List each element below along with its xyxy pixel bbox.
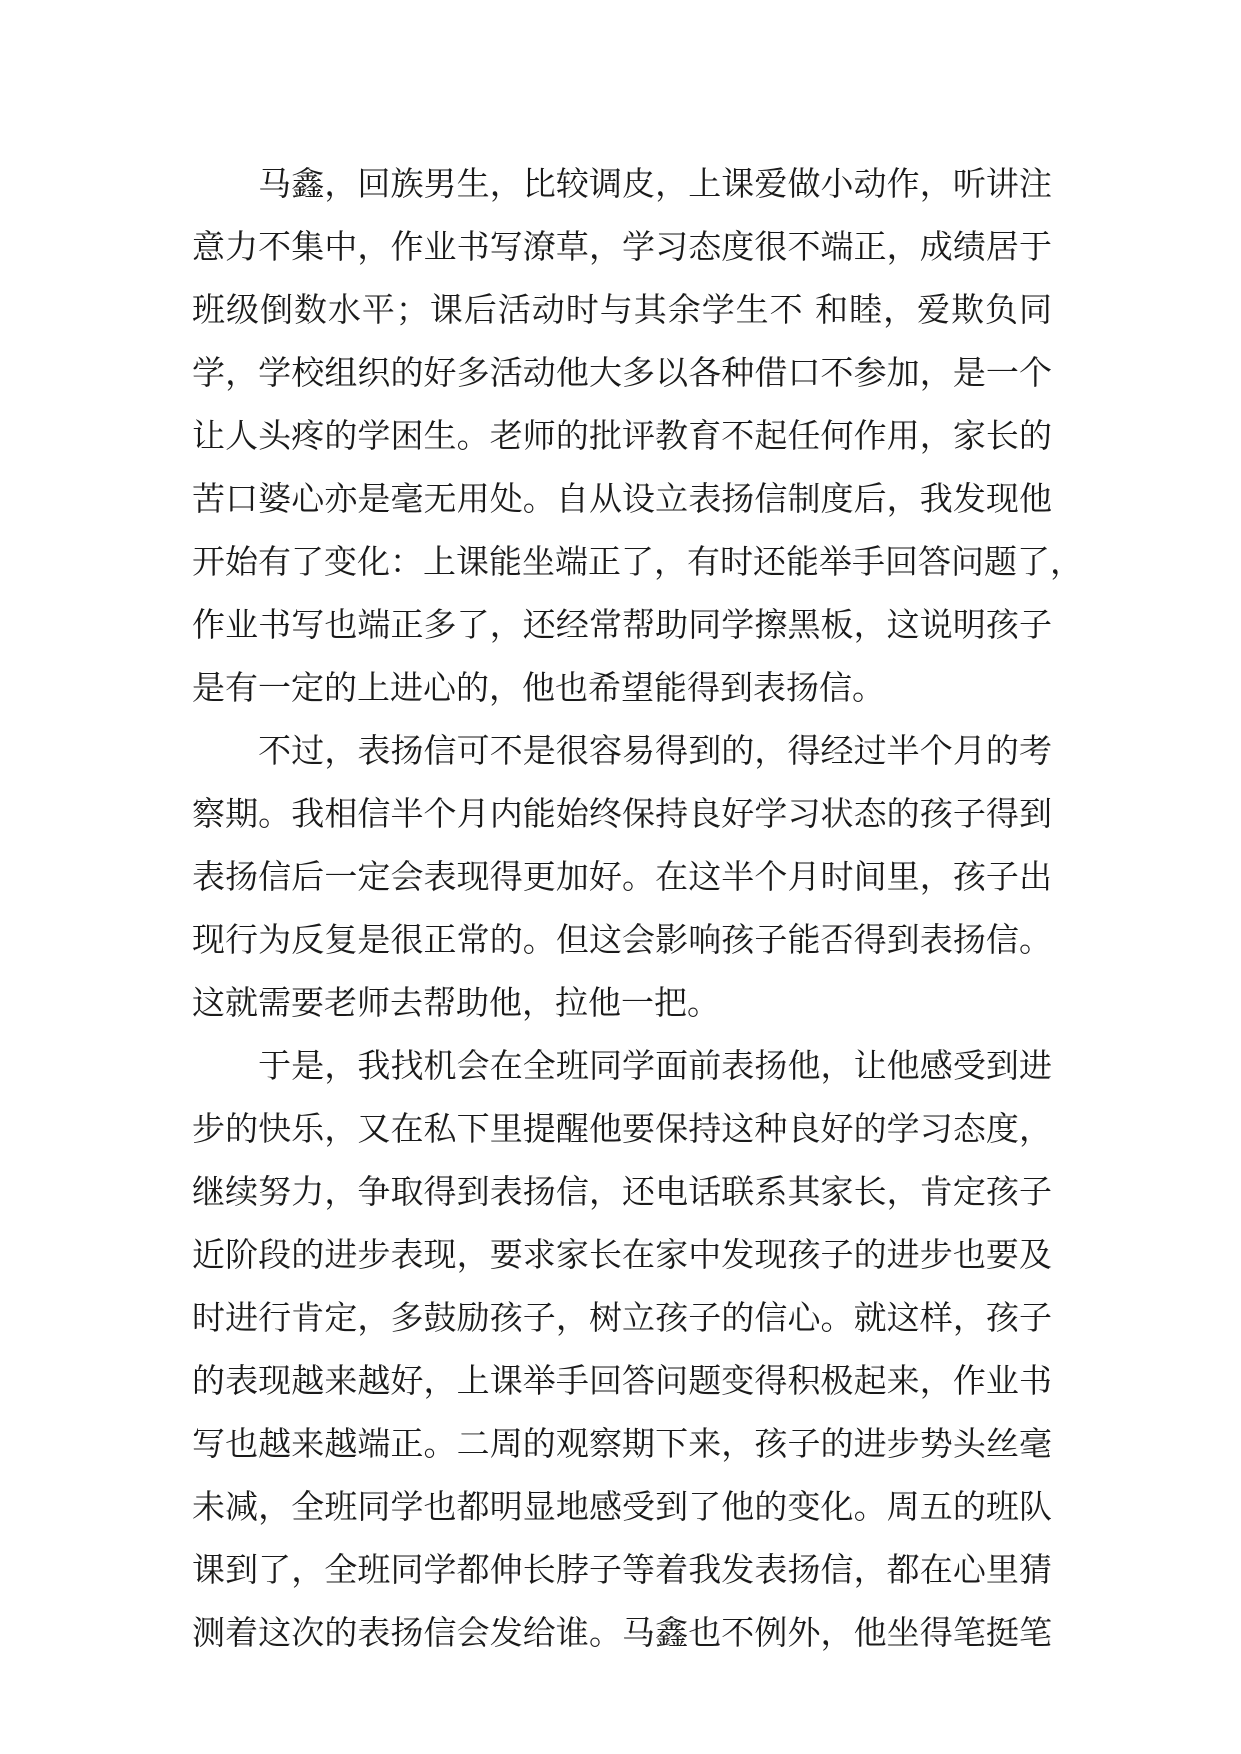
paragraph-2	[192, 719, 1052, 1034]
paragraph-3	[192, 1034, 1052, 1664]
text-line: 学，学校组织的好多活动他大多以各种借口不参加，是一个	[192, 353, 1052, 392]
text-line: 现行为反复是很正常的。但这会影响孩子能否得到表扬信。	[192, 920, 1052, 959]
text-line: 写也越来越端正。二周的观察期下来，孩子的进步势头丝毫	[192, 1424, 1052, 1463]
text-line: 步的快乐，又在私下里提醒他要保持这种良好的学习态度，	[192, 1109, 1052, 1148]
text-line: 继续努力，争取得到表扬信，还电话联系其家长，肯定孩子	[192, 1172, 1052, 1211]
text-line: 未减，全班同学也都明显地感受到了他的变化。周五的班队	[192, 1487, 1052, 1526]
text-line: 班级倒数水平；课后活动时与其余学生不 和睦，爱欺负同	[192, 290, 1052, 329]
text-line: 作业书写也端正多了，还经常帮助同学擦黑板，这说明孩子	[192, 605, 1052, 644]
text-line: 时进行肯定，多鼓励孩子，树立孩子的信心。就这样，孩子	[192, 1298, 1052, 1337]
text-line: 这就需要老师去帮助他，拉他一把。	[192, 983, 720, 1022]
text-line: 课到了，全班同学都伸长脖子等着我发表扬信，都在心里猜	[192, 1550, 1052, 1589]
text-line: 马鑫，回族男生，比较调皮，上课爱做小动作，听讲注	[192, 164, 1052, 203]
text-line: 意力不集中，作业书写潦草，学习态度很不端正，成绩居于	[192, 227, 1052, 266]
document-body	[192, 152, 1083, 1664]
text-line: 于是，我找机会在全班同学面前表扬他，让他感受到进	[192, 1046, 1052, 1085]
text-line: 苦口婆心亦是毫无用处。自从设立表扬信制度后，我发现他	[192, 479, 1052, 518]
text-line: 测着这次的表扬信会发给谁。马鑫也不例外，他坐得笔挺笔	[192, 1613, 1052, 1652]
text-line: 让人头疼的学困生。老师的批评教育不起任何作用，家长的	[192, 416, 1052, 455]
text-line: 的表现越来越好，上课举手回答问题变得积极起来，作业书	[192, 1361, 1052, 1400]
text-line: 察期。我相信半个月内能始终保持良好学习状态的孩子得到	[192, 794, 1052, 833]
text-line: 表扬信后一定会表现得更加好。在这半个月时间里，孩子出	[192, 857, 1052, 896]
text-line: 近阶段的进步表现，要求家长在家中发现孩子的进步也要及	[192, 1235, 1052, 1274]
text-line: 是有一定的上进心的，他也希望能得到表扬信。	[192, 668, 885, 707]
text-line: 不过，表扬信可不是很容易得到的，得经过半个月的考	[192, 731, 1052, 770]
paragraph-1	[192, 152, 1083, 719]
text-line: 开始有了变化：上课能坐端正了，有时还能举手回答问题了，	[192, 542, 1083, 581]
